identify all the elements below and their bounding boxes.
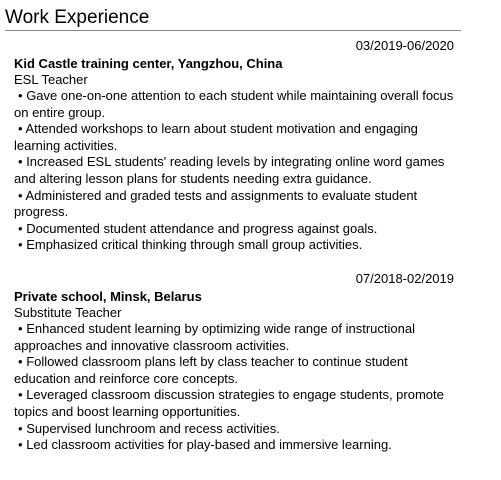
duty-item (14, 354, 454, 387)
duty-item (14, 321, 454, 354)
bullet-icon: • (18, 237, 23, 253)
job-duties-list (14, 88, 454, 254)
duty-text: Supervised lunchroom and recess activities. (26, 420, 280, 436)
duty-text: Led classroom activities for play-based and immersive learning. (26, 437, 392, 453)
bullet-icon: • (18, 154, 23, 170)
job-entry-kid-castle (14, 38, 454, 254)
duty-item (14, 121, 454, 154)
duty-item (14, 221, 454, 238)
bullet-icon: • (18, 88, 23, 103)
job-employer: Kid Castle training center, Yangzhou, China (14, 56, 283, 71)
job-role: ESL Teacher (14, 72, 88, 87)
bullet-icon: • (18, 187, 23, 203)
bullet-icon: • (18, 387, 23, 403)
duty-item (14, 237, 454, 254)
duty-item (14, 437, 454, 454)
duty-item (14, 421, 454, 438)
section-divider (5, 30, 461, 31)
bullet-icon: • (18, 437, 23, 453)
job-duties-list (14, 321, 454, 454)
duty-text: Enhanced student learning by optimizing wide range of instructional approaches and innovative classroom activities. (14, 321, 415, 353)
section-title: Work Experience (5, 7, 150, 28)
bullet-icon: • (18, 121, 23, 137)
duty-item (14, 188, 454, 221)
bullet-icon: • (18, 354, 23, 370)
bullet-icon: • (18, 321, 23, 336)
duty-text: Leveraged classroom discussion strategies to engage students, promote topics and boost learning opportunities. (14, 387, 444, 419)
duty-text: Emphasized critical thinking through small group activities. (26, 237, 363, 253)
bullet-icon: • (18, 220, 23, 236)
duty-text: Administered and graded tests and assignments to evaluate student progress. (14, 187, 418, 220)
job-entry-private-school (14, 271, 454, 454)
duty-text: Followed classroom plans left by class teacher to continue student education and reinforce core concepts. (14, 354, 408, 386)
job-employer: Private school, Minsk, Belarus (14, 289, 202, 304)
duty-text: Gave one-on-one attention to each student while maintaining overall focus on entire group. (14, 88, 454, 120)
duty-text: Increased ESL students' reading levels by integrating online word games and altering lesson plans for students needing extra guidance. (14, 154, 445, 186)
duty-item (14, 387, 454, 420)
job-role: Substitute Teacher (14, 305, 122, 320)
bullet-icon: • (18, 420, 23, 436)
duty-text: Attended workshops to learn about student motivation and engaging learning activities. (14, 121, 418, 153)
job-dates: 07/2018-02/2019 (355, 271, 454, 286)
duty-item (14, 154, 454, 187)
job-dates: 03/2019-06/2020 (355, 38, 454, 53)
duty-item (14, 88, 454, 121)
duty-text: Documented student attendance and progress against goals. (26, 220, 378, 236)
